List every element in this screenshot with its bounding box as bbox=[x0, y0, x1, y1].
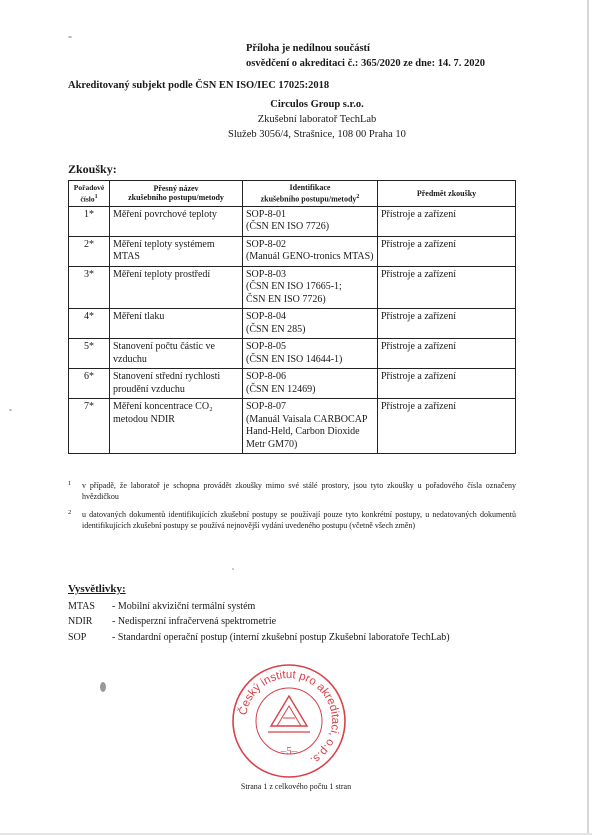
row-number: 7* bbox=[69, 399, 110, 454]
explanation-item bbox=[68, 631, 450, 645]
accredited-subject: Akreditovaný subjekt podle ČSN EN ISO/IEC 17025:2018 bbox=[68, 80, 330, 91]
stamp-number: –5– bbox=[280, 745, 298, 757]
row-method-name: Měření teploty prostředí bbox=[110, 266, 243, 309]
row-identification bbox=[243, 339, 378, 369]
row-subject: Přístroje a zařízení bbox=[378, 266, 516, 309]
row-identification bbox=[243, 369, 378, 399]
row-number: 1* bbox=[69, 206, 110, 236]
explanation-abbr: MTAS bbox=[68, 601, 95, 612]
identification-line: (Manuál GENO-tronics MTAS) bbox=[246, 251, 374, 263]
organization-lab: Zkušební laboratoř TechLab bbox=[257, 114, 377, 125]
row-subject: Přístroje a zařízení bbox=[378, 339, 516, 369]
row-method-name: Měření koncentrace CO₂ metodou NDIR bbox=[110, 399, 243, 454]
row-method-name: Měření teploty systémem MTAS bbox=[110, 236, 243, 266]
identification-line: SOP-8-05 bbox=[246, 341, 287, 353]
row-subject: Přístroje a zařízení bbox=[378, 399, 516, 454]
tests-table bbox=[68, 180, 516, 454]
identification-line: (ČSN EN 12469) bbox=[246, 383, 316, 395]
explanation-desc: - Mobilní akviziční termální systém bbox=[112, 601, 256, 612]
scan-speck bbox=[100, 682, 106, 692]
identification-line: (ČSN EN 285) bbox=[246, 323, 306, 335]
row-number: 5* bbox=[69, 339, 110, 369]
row-number: 2* bbox=[69, 236, 110, 266]
identification-line: (ČSN EN ISO 17665-1; bbox=[246, 281, 342, 293]
row-method-name: Stanovení střední rychlosti proudění vzduchu bbox=[110, 369, 243, 399]
table-row bbox=[69, 399, 516, 454]
row-identification bbox=[243, 266, 378, 309]
identification-line: (ČSN EN ISO 7726) bbox=[246, 221, 330, 233]
table-header-row bbox=[69, 181, 516, 207]
stamp-outer-ring bbox=[233, 665, 345, 777]
identification-line: ČSN EN ISO 7726) bbox=[246, 293, 326, 305]
row-identification bbox=[243, 236, 378, 266]
table-row bbox=[69, 206, 516, 236]
identification-line: SOP-8-02 bbox=[246, 238, 287, 250]
row-identification bbox=[243, 399, 378, 454]
col-header-identification: Identifikace zkušebního postupu/metody$^2$ bbox=[243, 181, 378, 207]
organization-name: Circulos Group s.r.o. bbox=[270, 99, 364, 110]
footnote-text: v případě, že laboratoř je schopna provádět zkoušky mimo své stálé prostory, jsou tyto zkoušky u pořadového čísla označeny hvězdičkou bbox=[82, 481, 516, 501]
identification-line: (Manuál Vaisala CARBOCAP Hand-Held, Carbon Dioxide Metr GM70) bbox=[246, 413, 368, 450]
identification-line: (ČSN EN ISO 14644-1) bbox=[246, 353, 343, 365]
explanation-desc: - Standardní operační postup (interní zkušební postup Zkušební laboratoře TechLab) bbox=[112, 632, 450, 643]
explanation-item bbox=[68, 600, 255, 614]
scan-speck bbox=[9, 409, 12, 411]
scan-speck bbox=[232, 568, 234, 570]
footnote-text: u datovaných dokumentů identifikujících zkušební postupy se používají pouze tyto konkrétní postupy, u nedatovaných dokumentů identifikujících zkušební postupy se používá nejnovější vydání uvedeného postupu (včetně všech změn) bbox=[82, 510, 516, 530]
stamp-emblem-icon bbox=[268, 696, 310, 732]
table-row bbox=[69, 266, 516, 309]
footnote-number: 1 bbox=[68, 480, 72, 487]
row-number: 3* bbox=[69, 266, 110, 309]
annex-header-line2: osvědčení o akreditaci č.: 365/2020 ze dne: 14. 7. 2020 bbox=[246, 58, 485, 69]
col-header-number: Pořadové číslo$^1$ bbox=[69, 181, 110, 207]
row-identification bbox=[243, 309, 378, 339]
explanation-desc: - Nedisperzní infračervená spektrometrie bbox=[112, 616, 277, 627]
explanations-title: Vysvětlivky: bbox=[68, 583, 126, 595]
row-number: 6* bbox=[69, 369, 110, 399]
col-header-subject: Předmět zkoušky bbox=[378, 181, 516, 207]
row-subject: Přístroje a zařízení bbox=[378, 369, 516, 399]
explanation-item bbox=[68, 615, 276, 629]
explanation-abbr: SOP bbox=[68, 632, 87, 643]
row-method-name: Měření tlaku bbox=[110, 309, 243, 339]
row-identification bbox=[243, 206, 378, 236]
col-header-name: Přesný název zkušebního postupu/metody bbox=[110, 181, 243, 207]
explanation-abbr: NDIR bbox=[68, 616, 93, 627]
table-row bbox=[69, 339, 516, 369]
annex-header-line1: Příloha je nedílnou součástí bbox=[246, 43, 370, 54]
scan-speck bbox=[68, 36, 72, 38]
footnote-2 bbox=[68, 509, 516, 531]
identification-line: SOP-8-04 bbox=[246, 311, 287, 323]
identification-line: SOP-8-03 bbox=[246, 268, 287, 280]
row-subject: Přístroje a zařízení bbox=[378, 309, 516, 339]
row-method-name: Měření povrchové teploty bbox=[110, 206, 243, 236]
table-row bbox=[69, 369, 516, 399]
row-subject: Přístroje a zařízení bbox=[378, 236, 516, 266]
row-subject: Přístroje a zařízení bbox=[378, 206, 516, 236]
table-row bbox=[69, 236, 516, 266]
row-method-name: Stanovení počtu částic ve vzduchu bbox=[110, 339, 243, 369]
accreditation-stamp bbox=[230, 662, 348, 780]
identification-line: SOP-8-06 bbox=[246, 371, 287, 383]
organization-address: Služeb 3056/4, Strašnice, 108 00 Praha 10 bbox=[228, 129, 406, 140]
footnote-number: 2 bbox=[68, 509, 72, 516]
table-row bbox=[69, 309, 516, 339]
stamp-ring-text: Český institut pro akreditaci, o.p.s. bbox=[237, 668, 342, 767]
identification-line: SOP-8-07 bbox=[246, 401, 287, 413]
row-number: 4* bbox=[69, 309, 110, 339]
page-footer: Strana 1 z celkového počtu 1 stran bbox=[240, 782, 352, 791]
section-title: Zkoušky: bbox=[68, 162, 117, 176]
identification-line: SOP-8-01 bbox=[246, 208, 287, 220]
footnote-1 bbox=[68, 480, 516, 502]
